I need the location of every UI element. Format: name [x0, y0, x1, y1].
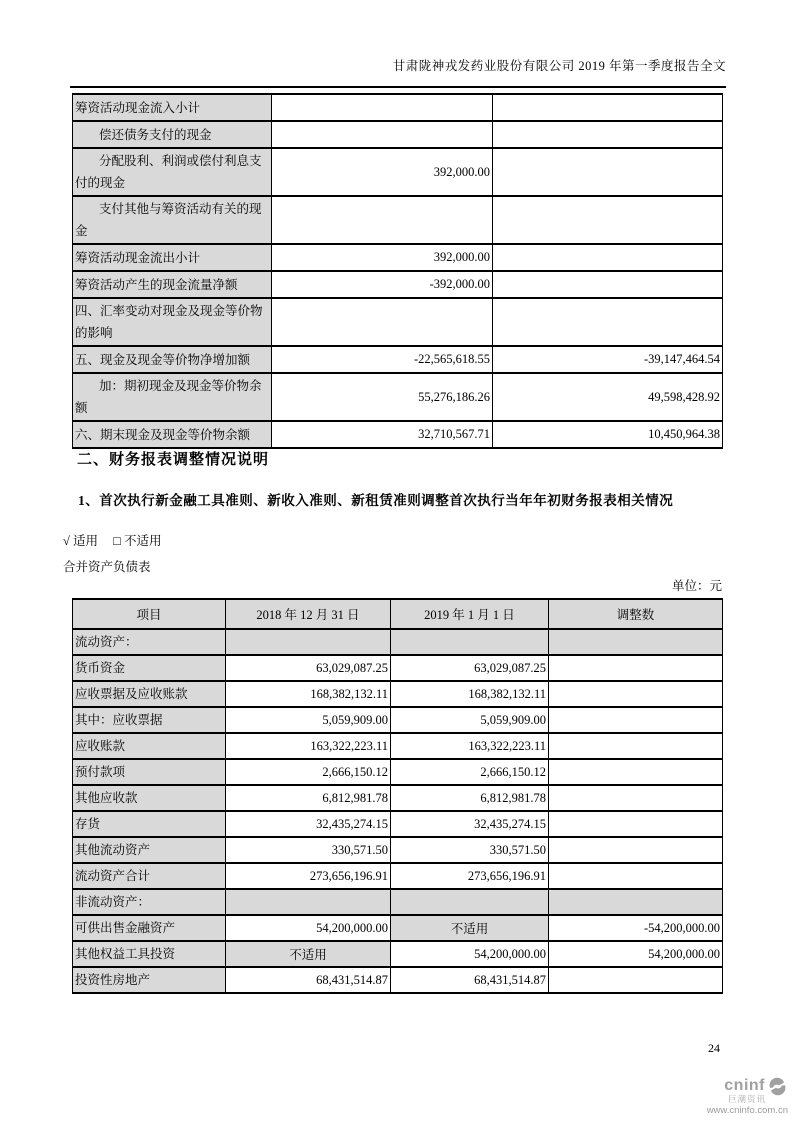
row-label: 应收票据及应收账款 — [73, 681, 226, 707]
cninfo-logo — [678, 1076, 788, 1116]
amount-adjustment: 54,200,000.00 — [549, 941, 723, 967]
balance-sheet-row — [73, 707, 723, 733]
balance-sheet-header-row — [73, 599, 723, 629]
column-header-item: 项目 — [73, 599, 226, 629]
amount-adjustment — [549, 629, 723, 655]
cash-flow-row — [73, 94, 723, 121]
section-heading: 二、财务报表调整情况说明 — [77, 452, 270, 468]
row-label: 其中：应收票据 — [73, 707, 226, 733]
balance-sheet-row — [73, 655, 723, 681]
amount-prior-period — [493, 148, 723, 196]
amount-2019-01-01: 5,059,909.00 — [391, 707, 549, 733]
header-divider — [70, 86, 726, 88]
applicable-label: 适用 — [73, 534, 99, 548]
column-header-2018: 2018 年 12 月 31 日 — [226, 599, 391, 629]
row-label: 筹资活动现金流出小计 — [73, 244, 272, 271]
amount-adjustment — [549, 785, 723, 811]
balance-sheet-row — [73, 967, 723, 993]
amount-current-period — [272, 196, 493, 244]
amount-2019-01-01: 6,812,981.78 — [391, 785, 549, 811]
cash-flow-row — [73, 298, 723, 346]
amount-adjustment — [549, 733, 723, 759]
amount-prior-period — [493, 298, 723, 346]
amount-2019-01-01: 163,322,223.11 — [391, 733, 549, 759]
amount-2018-12-31-not-applicable: 不适用 — [226, 941, 391, 967]
page-number: 24 — [708, 1041, 720, 1055]
cash-flow-row — [73, 373, 723, 421]
doc-header-title: 甘肃陇神戎发药业股份有限公司 2019 年第一季度报告全文 — [392, 59, 726, 73]
column-header-adjustment: 调整数 — [549, 599, 723, 629]
balance-sheet-row — [73, 811, 723, 837]
cash-flow-row — [73, 196, 723, 244]
row-label: 应收账款 — [73, 733, 226, 759]
amount-2019-01-01: 2,666,150.12 — [391, 759, 549, 785]
row-label: 流动资产： — [73, 629, 226, 655]
amount-2019-01-01: 54,200,000.00 — [391, 941, 549, 967]
amount-2018-12-31: 54,200,000.00 — [226, 915, 391, 941]
balance-sheet-row — [73, 915, 723, 941]
row-label: 支付其他与筹资活动有关的现金 — [73, 196, 272, 244]
amount-2019-01-01: 330,571.50 — [391, 837, 549, 863]
amount-prior-period: -39,147,464.54 — [493, 346, 723, 373]
amount-current-period: 55,276,186.26 — [272, 373, 493, 421]
row-label: 四、汇率变动对现金及现金等价物的影响 — [73, 298, 272, 346]
amount-2019-01-01-not-applicable: 不适用 — [391, 915, 549, 941]
amount-current-period: 392,000.00 — [272, 148, 493, 196]
amount-2018-12-31: 32,435,274.15 — [226, 811, 391, 837]
row-label: 筹资活动产生的现金流量净额 — [73, 271, 272, 298]
amount-2019-01-01 — [391, 629, 549, 655]
cninfo-brand-text: cninf — [724, 1077, 765, 1095]
row-label: 货币资金 — [73, 655, 226, 681]
row-label: 流动资产合计 — [73, 863, 226, 889]
row-label: 存货 — [73, 811, 226, 837]
amount-current-period — [272, 94, 493, 121]
row-label: 投资性房地产 — [73, 967, 226, 993]
amount-adjustment — [549, 759, 723, 785]
amount-2019-01-01: 168,382,132.11 — [391, 681, 549, 707]
balance-sheet-row — [73, 837, 723, 863]
unit-label: 单位：元 — [671, 579, 722, 593]
amount-adjustment — [549, 967, 723, 993]
amount-prior-period — [493, 94, 723, 121]
amount-prior-period: 10,450,964.38 — [493, 421, 723, 448]
row-label: 六、期末现金及现金等价物余额 — [73, 421, 272, 448]
amount-2018-12-31: 6,812,981.78 — [226, 785, 391, 811]
applicable-check-icon: √ — [63, 534, 70, 548]
amount-2018-12-31: 163,322,223.11 — [226, 733, 391, 759]
amount-prior-period — [493, 271, 723, 298]
row-label: 非流动资产： — [73, 889, 226, 915]
column-header-2019: 2019 年 1 月 1 日 — [391, 599, 549, 629]
amount-current-period: -22,565,618.55 — [272, 346, 493, 373]
not-applicable-label: 不适用 — [123, 534, 162, 548]
cash-flow-row — [73, 346, 723, 373]
balance-sheet-row — [73, 733, 723, 759]
amount-adjustment: -54,200,000.00 — [549, 915, 723, 941]
amount-adjustment — [549, 655, 723, 681]
row-label: 其他流动资产 — [73, 837, 226, 863]
balance-sheet-row — [73, 629, 723, 655]
row-label: 加：期初现金及现金等价物余额 — [73, 373, 272, 421]
amount-current-period: 32,710,567.71 — [272, 421, 493, 448]
balance-sheet-row — [73, 941, 723, 967]
cash-flow-row — [73, 421, 723, 448]
cash-flow-row — [73, 271, 723, 298]
row-label: 可供出售金融资产 — [73, 915, 226, 941]
cash-flow-table-body — [73, 94, 723, 448]
amount-2018-12-31: 2,666,150.12 — [226, 759, 391, 785]
amount-2019-01-01: 273,656,196.91 — [391, 863, 549, 889]
row-label: 其他应收款 — [73, 785, 226, 811]
amount-adjustment — [549, 863, 723, 889]
balance-sheet-table — [72, 598, 723, 994]
cninfo-brand-cn: 巨潮资讯 — [727, 1094, 766, 1104]
row-label: 分配股利、利润或偿付利息支付的现金 — [73, 148, 272, 196]
row-label: 其他权益工具投资 — [73, 941, 226, 967]
amount-2018-12-31: 68,431,514.87 — [226, 967, 391, 993]
applicability-line — [63, 531, 161, 549]
balance-sheet-row — [73, 785, 723, 811]
cash-flow-row — [73, 148, 723, 196]
amount-adjustment — [549, 811, 723, 837]
amount-2019-01-01: 68,431,514.87 — [391, 967, 549, 993]
amount-adjustment — [549, 889, 723, 915]
amount-current-period: 392,000.00 — [272, 244, 493, 271]
balance-sheet-row — [73, 681, 723, 707]
cash-flow-table — [72, 93, 723, 449]
amount-current-period — [272, 121, 493, 148]
amount-2019-01-01: 63,029,087.25 — [391, 655, 549, 681]
balance-sheet-row — [73, 759, 723, 785]
amount-2018-12-31: 273,656,196.91 — [226, 863, 391, 889]
amount-prior-period: 49,598,428.92 — [493, 373, 723, 421]
amount-2018-12-31 — [226, 629, 391, 655]
row-label: 筹资活动现金流入小计 — [73, 94, 272, 121]
amount-current-period — [272, 298, 493, 346]
row-label: 五、现金及现金等价物净增加额 — [73, 346, 272, 373]
amount-adjustment — [549, 707, 723, 733]
amount-2019-01-01: 32,435,274.15 — [391, 811, 549, 837]
amount-prior-period — [493, 121, 723, 148]
row-label: 偿还债务支付的现金 — [73, 121, 272, 148]
amount-current-period: -392,000.00 — [272, 271, 493, 298]
cninfo-url: www.cninfo.com.cn — [706, 1104, 788, 1116]
balance-sheet-row — [73, 889, 723, 915]
amount-2018-12-31: 63,029,087.25 — [226, 655, 391, 681]
amount-prior-period — [493, 244, 723, 271]
cash-flow-row — [73, 244, 723, 271]
cash-flow-row — [73, 121, 723, 148]
not-applicable-box-icon: □ — [113, 534, 121, 548]
amount-adjustment — [549, 837, 723, 863]
amount-2018-12-31 — [226, 889, 391, 915]
amount-adjustment — [549, 681, 723, 707]
row-label: 预付款项 — [73, 759, 226, 785]
balance-sheet-table-body — [73, 629, 723, 993]
amount-2018-12-31: 330,571.50 — [226, 837, 391, 863]
balance-sheet-title: 合并资产负债表 — [63, 560, 151, 574]
amount-2018-12-31: 5,059,909.00 — [226, 707, 391, 733]
amount-2019-01-01 — [391, 889, 549, 915]
amount-prior-period — [493, 196, 723, 244]
subsection-heading: 1、首次执行新金融工具准则、新收入准则、新租赁准则调整首次执行当年年初财务报表相关情况 — [78, 493, 674, 508]
cninfo-swirl-icon — [767, 1076, 788, 1097]
balance-sheet-row — [73, 863, 723, 889]
amount-2018-12-31: 168,382,132.11 — [226, 681, 391, 707]
